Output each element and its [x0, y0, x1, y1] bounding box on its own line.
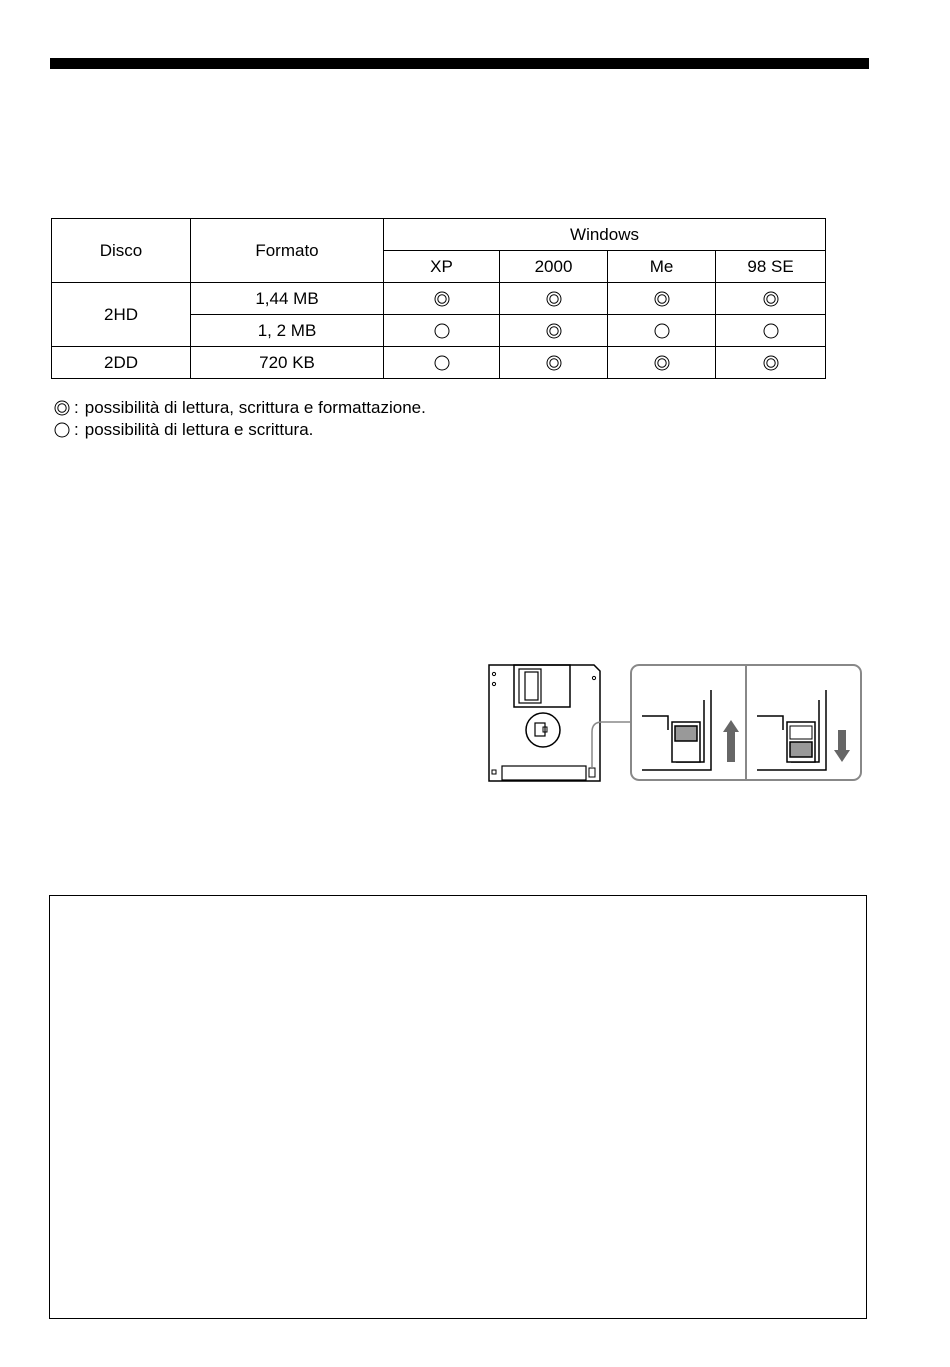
- write-protect-tab-closed: [757, 690, 850, 770]
- floppy-disk-illustration: [489, 665, 632, 781]
- support-cell: [608, 283, 716, 315]
- support-cell: [608, 347, 716, 379]
- header-os-me: Me: [608, 251, 716, 283]
- support-icon: [654, 291, 670, 307]
- legend-colon: :: [74, 398, 79, 417]
- legend-double-text: possibilità di lettura, scrittura e formattazione.: [84, 398, 426, 417]
- header-windows: Windows: [384, 219, 826, 251]
- support-cell: [716, 283, 826, 315]
- circle-icon: [54, 422, 70, 438]
- support-cell: [384, 315, 500, 347]
- compatibility-table: [51, 218, 826, 379]
- disk-cell: 2HD: [52, 283, 191, 347]
- support-icon: [434, 291, 450, 307]
- support-icon: [546, 291, 562, 307]
- support-icon: [763, 291, 779, 307]
- legend-colon: :: [74, 420, 79, 439]
- support-icon: [546, 355, 562, 371]
- double-circle-icon: [54, 400, 70, 416]
- support-cell: [500, 315, 608, 347]
- support-icon: [654, 355, 670, 371]
- support-icon: [546, 323, 562, 339]
- header-os-xp: XP: [384, 251, 500, 283]
- support-cell: [716, 315, 826, 347]
- table-row: [52, 347, 826, 379]
- top-rule: [50, 58, 869, 69]
- support-icon: [763, 323, 779, 339]
- header-os-98se: 98 SE: [716, 251, 826, 283]
- format-cell: 720 KB: [191, 347, 384, 379]
- support-icon: [434, 355, 450, 371]
- note-box: [49, 895, 867, 1319]
- header-format: Formato: [191, 219, 384, 283]
- arrow-down-icon: [834, 730, 850, 762]
- support-cell: [716, 347, 826, 379]
- table-row: [52, 283, 826, 315]
- support-cell: [384, 283, 500, 315]
- legend-item-double: [54, 397, 426, 419]
- support-cell: [384, 347, 500, 379]
- support-cell: [500, 347, 608, 379]
- format-cell: 1, 2 MB: [191, 315, 384, 347]
- support-icon: [434, 323, 450, 339]
- support-cell: [500, 283, 608, 315]
- support-icon: [763, 355, 779, 371]
- legend-item-single: [54, 419, 426, 441]
- legend: [54, 397, 426, 441]
- format-cell: 1,44 MB: [191, 283, 384, 315]
- write-protect-tab-open: [642, 690, 739, 770]
- support-cell: [608, 315, 716, 347]
- support-icon: [654, 323, 670, 339]
- header-os-2000: 2000: [500, 251, 608, 283]
- arrow-up-icon: [723, 720, 739, 762]
- floppy-write-protect-figure: [486, 660, 866, 785]
- disk-cell: 2DD: [52, 347, 191, 379]
- legend-single-text: possibilità di lettura e scrittura.: [84, 420, 314, 439]
- header-disk: Disco: [52, 219, 191, 283]
